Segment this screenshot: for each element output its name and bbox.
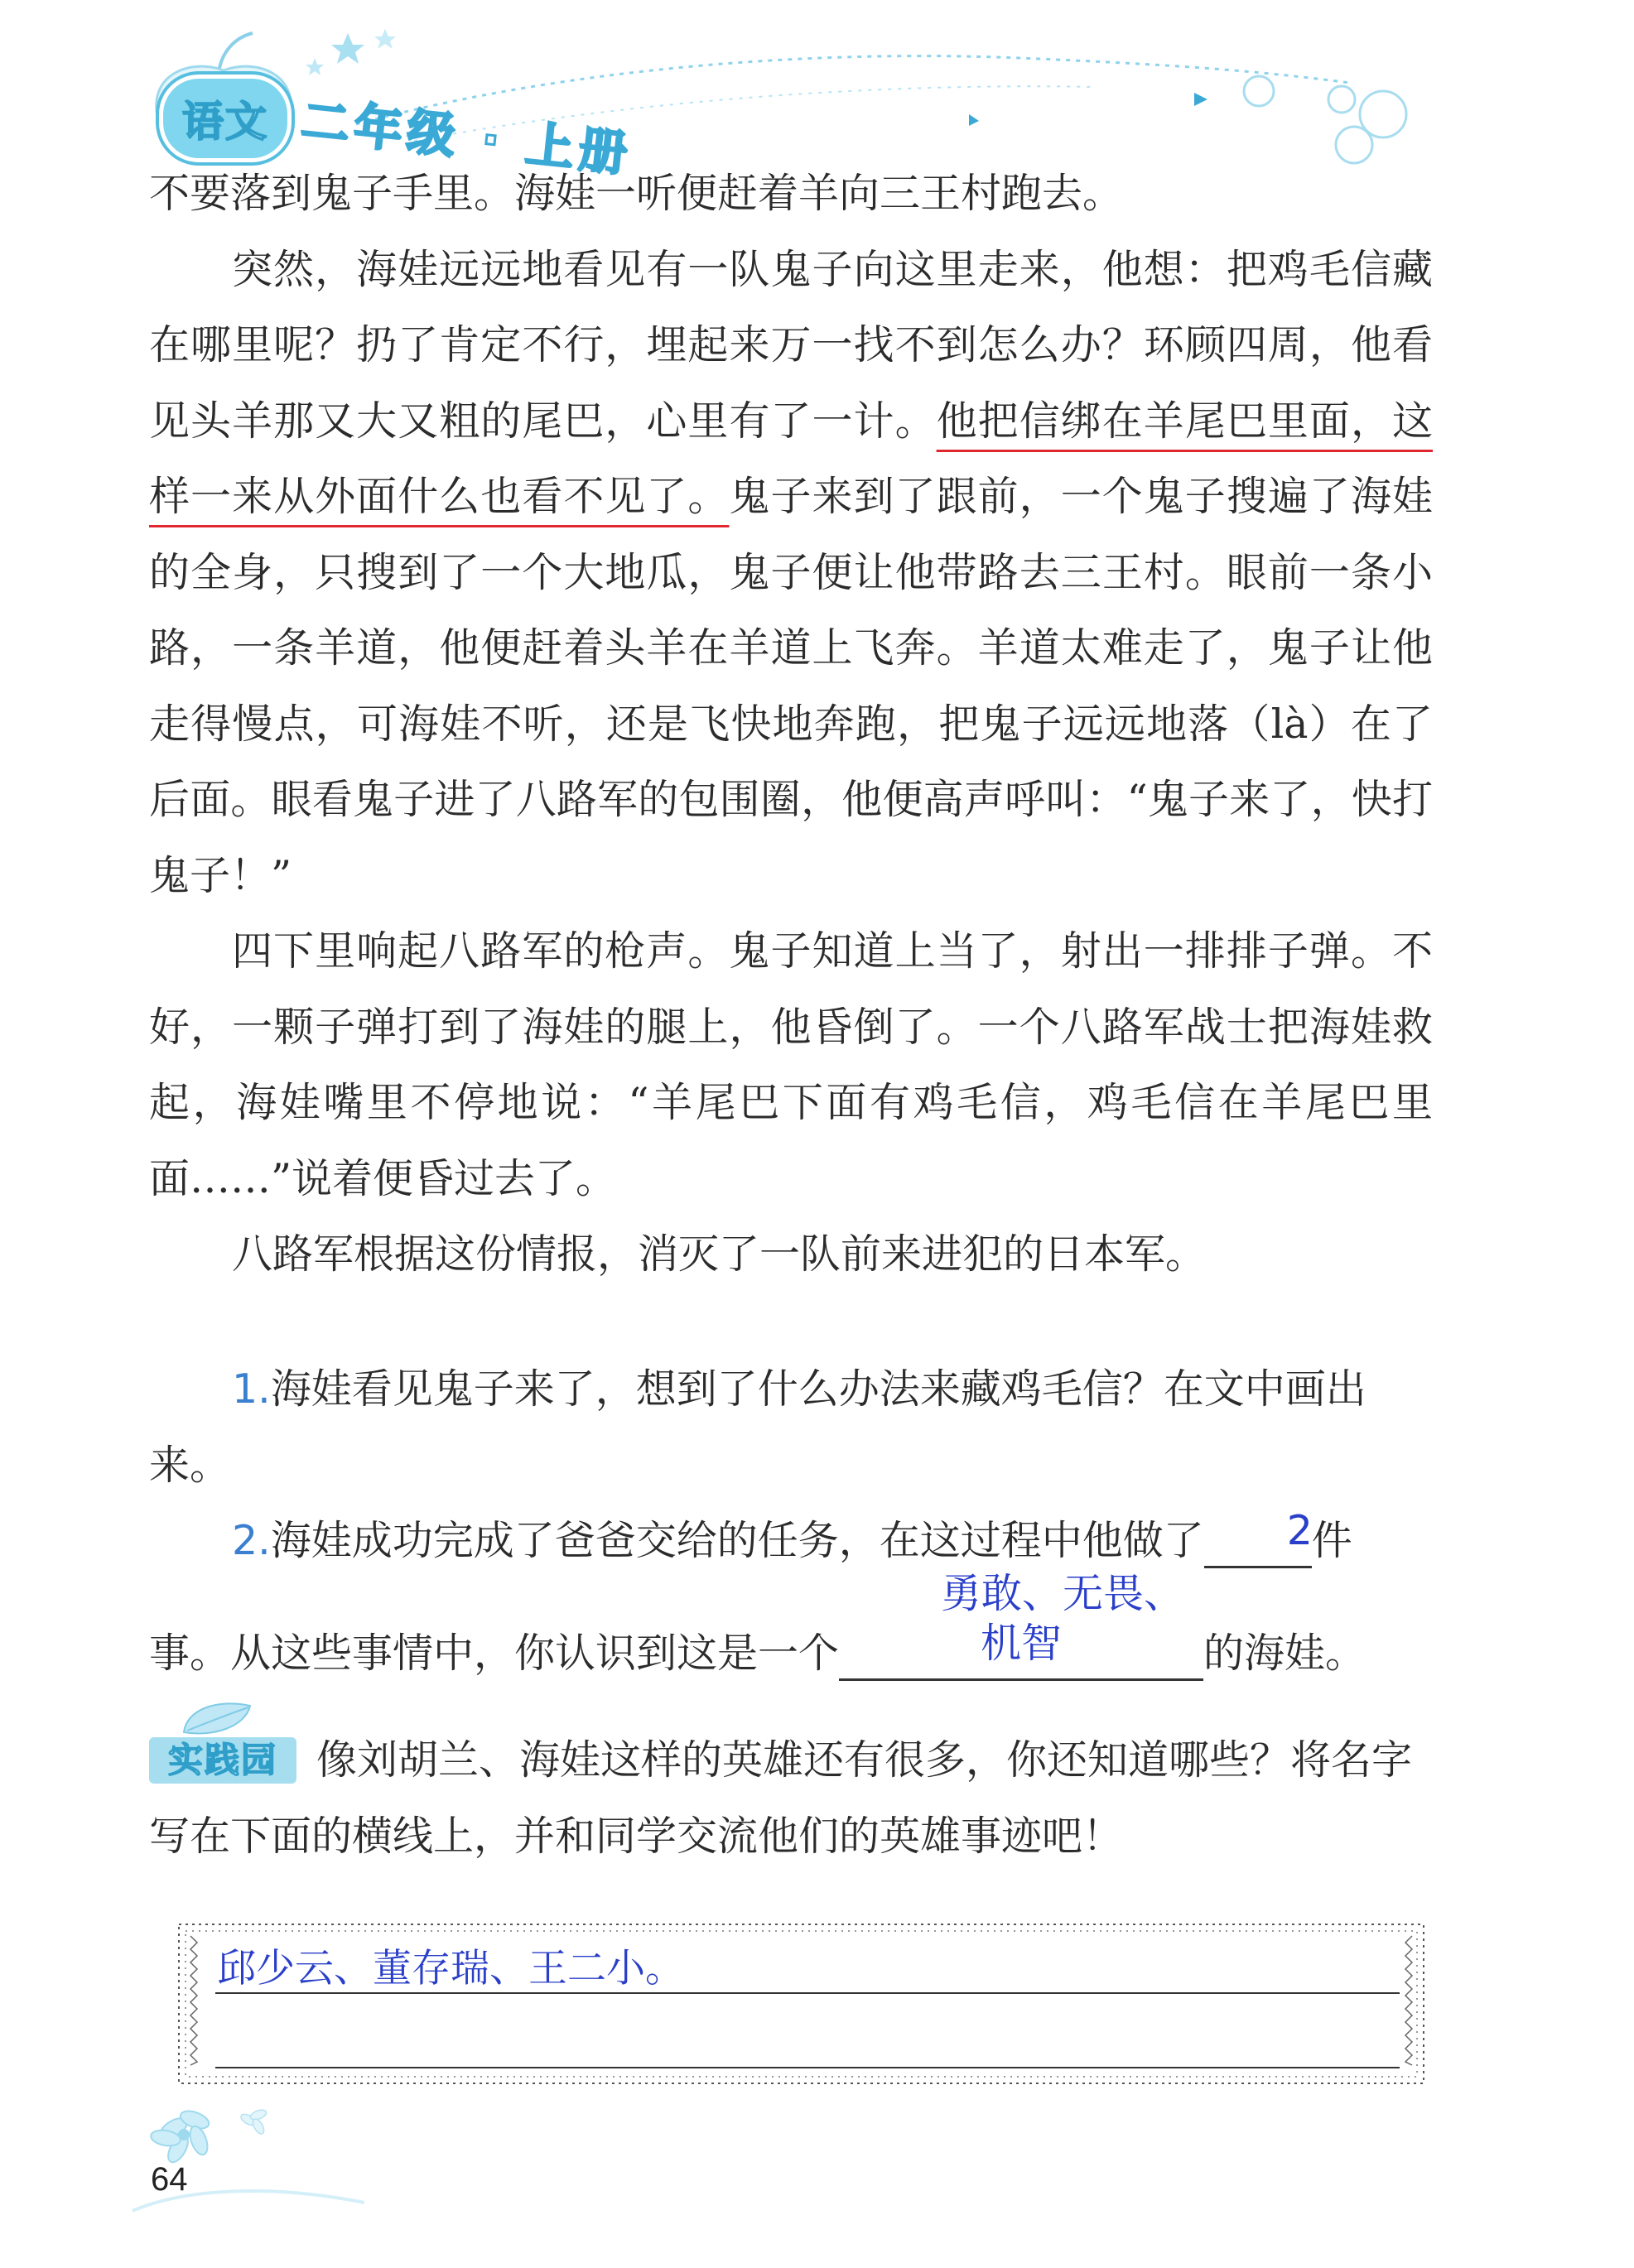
story-paragraph: 不要落到鬼子手里。海娃一听便赶着羊向三王村跑去。 — [149, 170, 1124, 217]
question-text: 海娃成功完成了爸爸交给的任务，在这过程中他做了 — [270, 1517, 1204, 1564]
answer-line — [215, 1992, 1400, 1994]
practice-tag-label: 实践园 — [149, 1737, 296, 1784]
answer-box[interactable] — [174, 1919, 1429, 2088]
page-header — [141, 25, 1433, 183]
story-sentence: 鬼子来到了跟前，一个鬼子搜遍了海娃的全身，只搜到了一个大地瓜，鬼子便让他带路去三王村。眼前一条小路，一条羊道，他便赶着头羊在羊道上飞奔。羊道太难走了，鬼子让他走得慢点，可海娃不听，还是飞快地奔跑，把鬼子远远地落（là）在了后面。眼看鬼子进了八路军的包围圈，他便高声呼叫：“鬼子来了，快打鬼子！” — [149, 473, 1433, 899]
leaf-icon — [179, 1699, 255, 1737]
story-paragraph — [149, 232, 1433, 914]
question-1 — [149, 1351, 1433, 1503]
story-text — [149, 156, 1433, 1293]
story-paragraph: 八路军根据这份情报，消灭了一队前来进犯的日本军。 — [232, 1230, 1207, 1278]
subject-badge: 语文 — [159, 75, 292, 162]
answer-line — [215, 2067, 1400, 2068]
answer-blank-traits[interactable] — [839, 1569, 1203, 1681]
story-sentence: 突然，海娃远远地看见有一队鬼子向这里走来，他想：把鸡毛信藏在哪里呢？扔了肯定不行，埋起来万一找不到怎么办？环顾四周，他看见头羊那又大又粗的尾巴，心里有了一计。 — [149, 245, 1433, 445]
question-text: 的海娃。 — [1203, 1629, 1366, 1677]
handwritten-answer: 2 — [1286, 1507, 1313, 1554]
question-number: 2. — [232, 1517, 271, 1564]
handwritten-answer: 勇敢、无畏、机智 — [941, 1569, 1185, 1667]
question-number: 1. — [232, 1365, 271, 1413]
answer-blank-count[interactable] — [1204, 1507, 1313, 1568]
grade-title: 二年级 · 上册 — [298, 92, 635, 183]
practice-prompt — [149, 1722, 1433, 1874]
underlined-answer-sentence: 他把信绑在羊尾巴里面，这样一来从外面什么也看不见了。 — [149, 397, 1433, 520]
question-2 — [149, 1503, 1433, 1691]
question-text: 件事。从这些事情中，你认识到这是一个 — [149, 1517, 1352, 1677]
handwritten-answer: 邱少云、董存瑞、王二小。 — [217, 1946, 684, 1991]
question-text: 海娃看见鬼子来了，想到了什么办法来藏鸡毛信？在文中画出来。 — [149, 1365, 1366, 1489]
page-number: 64 — [151, 2161, 188, 2198]
practice-section — [149, 1722, 1433, 1874]
questions-section — [149, 1351, 1433, 1691]
practice-tag — [149, 1732, 296, 1784]
practice-prompt-text: 像刘胡兰、海娃这样的英雄还有很多，你还知道哪些？将名字写在下面的横线上，并和同学交流他们的英雄事迹吧！ — [149, 1736, 1413, 1860]
story-paragraph: 四下里响起八路军的枪声。鬼子知道上当了，射出一排排子弹。不好，一颗子弹打到了海娃的腿上，他昏倒了。一个八路军战士把海娃救起，海娃嘴里不停地说：“羊尾巴下面有鸡毛信，鸡毛信在羊尾巴里面……”说着便昏过去了。 — [149, 927, 1433, 1202]
